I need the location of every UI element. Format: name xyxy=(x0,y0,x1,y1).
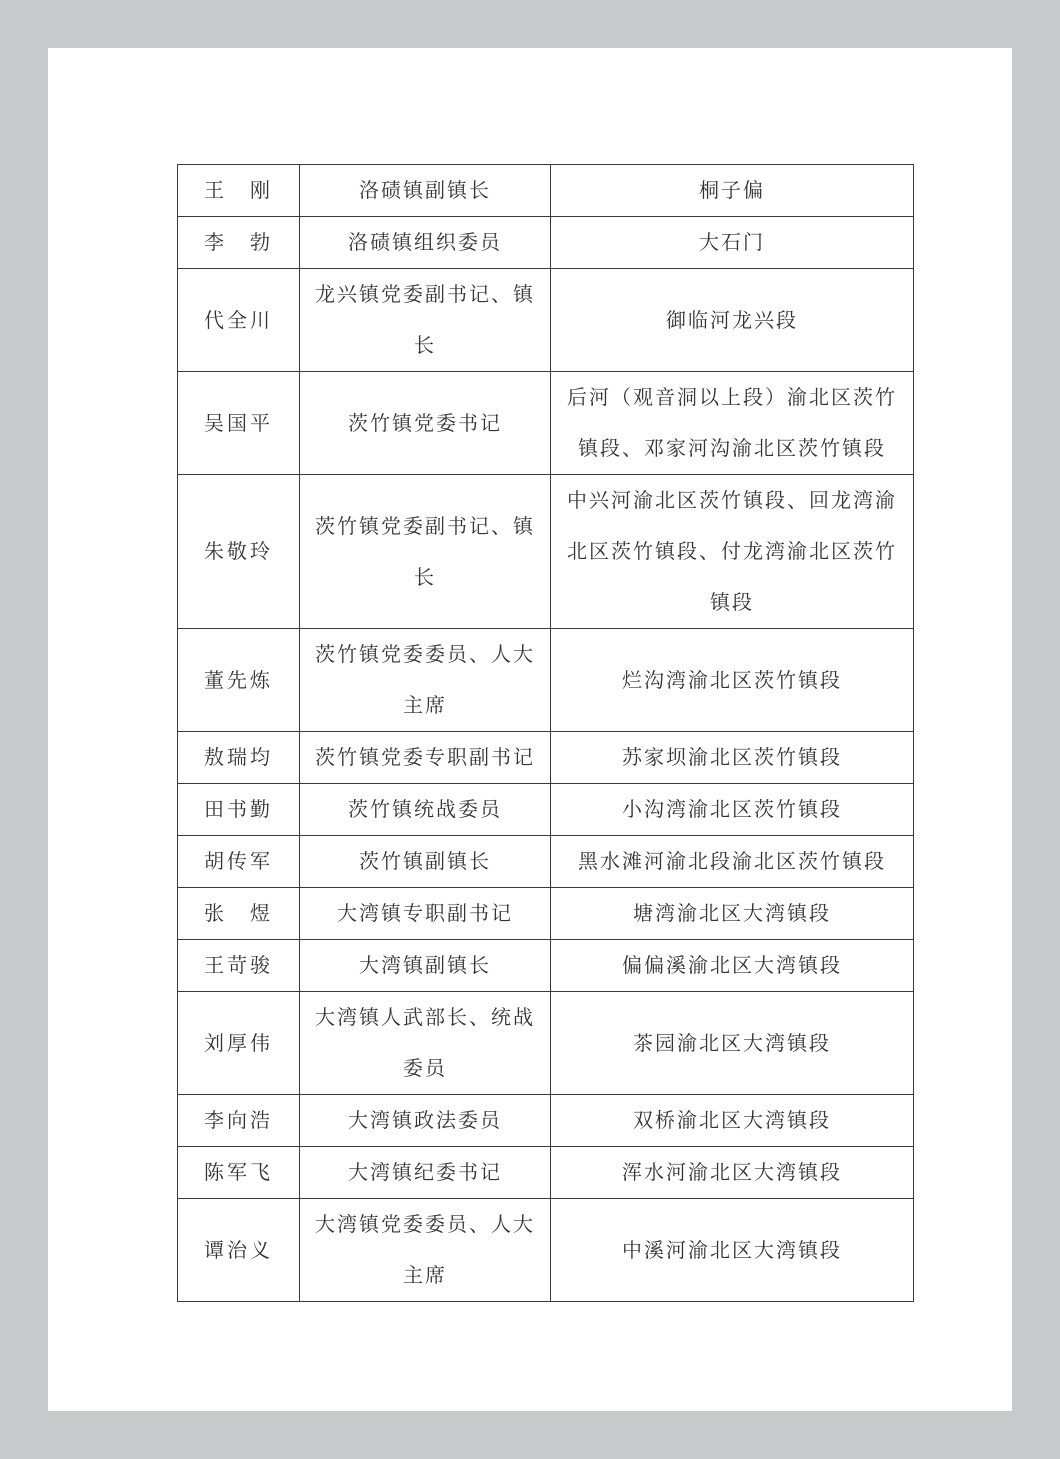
table-row xyxy=(178,784,914,836)
table-row xyxy=(178,992,914,1095)
name-cell: 田书勤 xyxy=(178,784,300,836)
section-cell: 小沟湾渝北区茨竹镇段 xyxy=(551,784,914,836)
section-cell: 茶园渝北区大湾镇段 xyxy=(551,992,914,1095)
table-row xyxy=(178,165,914,217)
name-cell: 陈军飞 xyxy=(178,1147,300,1199)
table-row xyxy=(178,269,914,372)
name-cell: 吴国平 xyxy=(178,372,300,475)
name-cell: 敖瑞均 xyxy=(178,732,300,784)
section-cell: 浑水河渝北区大湾镇段 xyxy=(551,1147,914,1199)
table-row xyxy=(178,217,914,269)
section-cell: 苏家坝渝北区茨竹镇段 xyxy=(551,732,914,784)
table-row xyxy=(178,836,914,888)
section-cell: 大石门 xyxy=(551,217,914,269)
table-row xyxy=(178,888,914,940)
name-cell: 王苛骏 xyxy=(178,940,300,992)
position-cell: 大湾镇纪委书记 xyxy=(300,1147,551,1199)
section-cell: 双桥渝北区大湾镇段 xyxy=(551,1095,914,1147)
position-cell: 大湾镇专职副书记 xyxy=(300,888,551,940)
section-cell: 黑水滩河渝北段渝北区茨竹镇段 xyxy=(551,836,914,888)
name-cell: 胡传军 xyxy=(178,836,300,888)
name-cell: 李向浩 xyxy=(178,1095,300,1147)
document-page xyxy=(48,48,1012,1411)
position-cell: 茨竹镇党委书记 xyxy=(300,372,551,475)
position-cell: 洛碛镇组织委员 xyxy=(300,217,551,269)
section-cell: 御临河龙兴段 xyxy=(551,269,914,372)
name-cell: 张 煜 xyxy=(178,888,300,940)
position-cell: 茨竹镇统战委员 xyxy=(300,784,551,836)
table-row xyxy=(178,940,914,992)
position-cell: 大湾镇人武部长、统战委员 xyxy=(300,992,551,1095)
position-cell: 大湾镇政法委员 xyxy=(300,1095,551,1147)
section-cell: 中兴河渝北区茨竹镇段、回龙湾渝北区茨竹镇段、付龙湾渝北区茨竹镇段 xyxy=(551,475,914,629)
section-cell: 塘湾渝北区大湾镇段 xyxy=(551,888,914,940)
name-cell: 代全川 xyxy=(178,269,300,372)
table-row xyxy=(178,1199,914,1302)
name-cell: 李 勃 xyxy=(178,217,300,269)
section-cell: 中溪河渝北区大湾镇段 xyxy=(551,1199,914,1302)
position-cell: 大湾镇副镇长 xyxy=(300,940,551,992)
name-cell: 刘厚伟 xyxy=(178,992,300,1095)
river-chief-table xyxy=(177,164,914,1302)
name-cell: 王 刚 xyxy=(178,165,300,217)
position-cell: 茨竹镇副镇长 xyxy=(300,836,551,888)
position-cell: 龙兴镇党委副书记、镇长 xyxy=(300,269,551,372)
table-row xyxy=(178,629,914,732)
section-cell: 后河（观音洞以上段）渝北区茨竹镇段、邓家河沟渝北区茨竹镇段 xyxy=(551,372,914,475)
table-row xyxy=(178,372,914,475)
name-cell: 董先炼 xyxy=(178,629,300,732)
table-row xyxy=(178,475,914,629)
section-cell: 桐子偏 xyxy=(551,165,914,217)
table-row xyxy=(178,732,914,784)
name-cell: 谭治义 xyxy=(178,1199,300,1302)
section-cell: 偏偏溪渝北区大湾镇段 xyxy=(551,940,914,992)
table-row xyxy=(178,1095,914,1147)
position-cell: 茨竹镇党委专职副书记 xyxy=(300,732,551,784)
table-row xyxy=(178,1147,914,1199)
section-cell: 烂沟湾渝北区茨竹镇段 xyxy=(551,629,914,732)
name-cell: 朱敬玲 xyxy=(178,475,300,629)
position-cell: 茨竹镇党委委员、人大主席 xyxy=(300,629,551,732)
position-cell: 洛碛镇副镇长 xyxy=(300,165,551,217)
position-cell: 茨竹镇党委副书记、镇长 xyxy=(300,475,551,629)
position-cell: 大湾镇党委委员、人大主席 xyxy=(300,1199,551,1302)
